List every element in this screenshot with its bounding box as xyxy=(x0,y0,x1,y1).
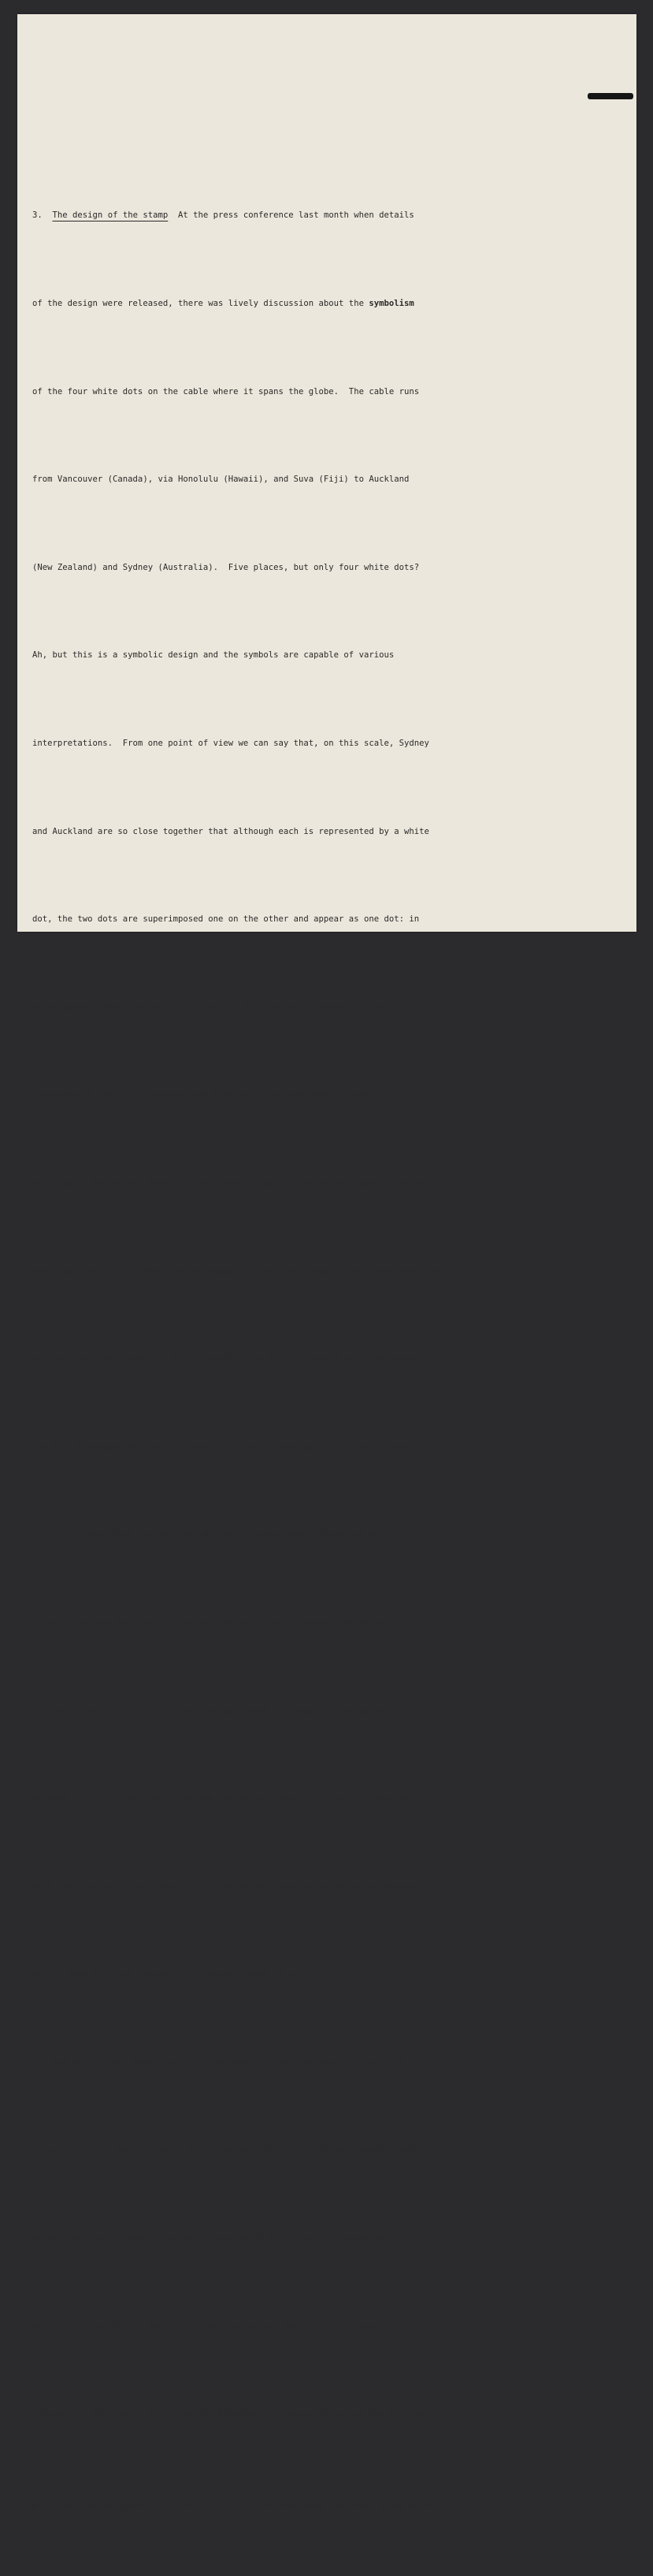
text-segment: (New Zealand) and Sydney (Australia). Five places, but only four white dots? xyxy=(32,562,420,572)
text-segment: of the design were released, there was lively discussion about the xyxy=(32,299,369,308)
text-segment: Leicestershire. He trained at the Leicester College of Art as a painter and xyxy=(32,2146,414,2156)
document-text xyxy=(32,143,639,2576)
text-line xyxy=(32,465,639,494)
text-segment: Information Division. He is now Art Director for Curwen Press and has his own xyxy=(32,2410,425,2420)
text-line xyxy=(32,2489,639,2518)
text-line xyxy=(32,289,639,318)
section-number: 3. xyxy=(32,210,43,221)
text-segment: It would perhaps be unfair to expect the artist who prepared the design to give xyxy=(32,1617,429,1628)
text-segment: are shown - Vancouver, Suva, Auckland and Sydney. Alternatively again, and to xyxy=(32,1178,425,1188)
text-line xyxy=(32,1081,639,1110)
text-line xyxy=(32,2224,639,2254)
text-segment: , Mr. Peter Gauld, is 38 years old and was born at Coalville, xyxy=(102,2057,410,2068)
text-line xyxy=(32,1433,639,1462)
section-heading: The Artist xyxy=(52,2057,103,2068)
text-line xyxy=(32,2400,639,2429)
text-line xyxy=(32,1785,639,1814)
text-segment: Ah, but this is a symbolic design and the symbols are capable of various xyxy=(32,650,395,661)
text-line xyxy=(32,1609,639,1638)
text-line xyxy=(32,641,639,670)
text-segment: of the four white dots on the cable where it spans the globe. The cable runs xyxy=(32,386,420,396)
text-segment: Printing Branch of the Reserve Bank of Australia. xyxy=(87,1970,339,1980)
bold-word: symbolism xyxy=(369,299,414,308)
typed-document-page xyxy=(17,14,636,2511)
text-segment: a firm ruling on this aspect since he was asked to adapt the design which will xyxy=(32,1706,425,1716)
text-segment: the four Commonwealth countries who are jointly responsible for this transworld xyxy=(32,1442,429,1452)
text-line xyxy=(32,201,639,230)
text-line xyxy=(32,1521,639,1550)
text-segment: interpretations. From one point of view we can say that, on this scale, Sydney xyxy=(32,738,429,748)
text-segment: and Auckland are so close together that although each is represented by a white xyxy=(32,826,429,836)
text-line xyxy=(32,2136,639,2165)
text-segment: other words, there are really five dots! Alternatively, since the cable is a xyxy=(32,1002,420,1012)
text-line xyxy=(32,729,639,758)
text-segment: Commonwealth one, it is appropriate that only the Commonwealth relay points xyxy=(32,1090,410,1100)
text-line xyxy=(32,905,639,934)
text-line xyxy=(32,1257,639,1286)
bold-word: Note xyxy=(67,1970,88,1980)
text-segment: graphic designer. Before the war he worked at the Leicester Museum and Art xyxy=(32,2234,410,2244)
text-segment: of the xyxy=(32,1970,68,1980)
text-segment: avoid distressing our American colleagues we can take a much wider interpretation xyxy=(32,1266,440,1276)
text-line xyxy=(32,1169,639,1198)
text-line xyxy=(32,1697,639,1726)
text-line xyxy=(32,2313,639,2342)
text-line xyxy=(32,1873,639,1902)
text-segment: d. Post Office Savings Bank Centenary stamp which xyxy=(188,2500,435,2511)
text-segment: mark the opening of the cable. This design was prepared by an artist-engraver xyxy=(32,1882,425,1892)
text-line xyxy=(32,1960,639,1990)
text-segment: link: the spots then become Great Britain, Canada, New Zealand and Australia. xyxy=(32,1530,420,1540)
section-number: 4. xyxy=(32,2057,43,2068)
text-line xyxy=(32,1345,639,1374)
text-segment: dot, the two dots are superimposed one on the other and appear as one dot: in xyxy=(32,914,420,925)
text-line xyxy=(32,378,639,407)
text-segment: be used jointly by Australia and New Zealand who are also issuing stamps to xyxy=(32,1794,410,1804)
text-line xyxy=(32,553,639,583)
text-segment: At the press conference last month when details xyxy=(168,210,414,221)
tape-mark xyxy=(588,93,633,99)
text-line xyxy=(32,993,639,1022)
text-segment: from Vancouver (Canada), via Honolulu (Hawaii), and Suva (Fiji) to Auckland xyxy=(32,475,410,485)
section-heading: The design of the stamp xyxy=(52,210,169,221)
text-line xyxy=(32,817,639,847)
text-segment: practice. He designed the 2 xyxy=(32,2500,173,2511)
fraction: 1/2 xyxy=(173,2497,189,2508)
text-segment: Gallery. From 1951 to March this year he was art editor for Unilever xyxy=(32,2321,380,2332)
text-segment: and say that the globe is a truly symbolic one with the white spots representing xyxy=(32,1354,435,1364)
text-line xyxy=(32,2049,639,2078)
